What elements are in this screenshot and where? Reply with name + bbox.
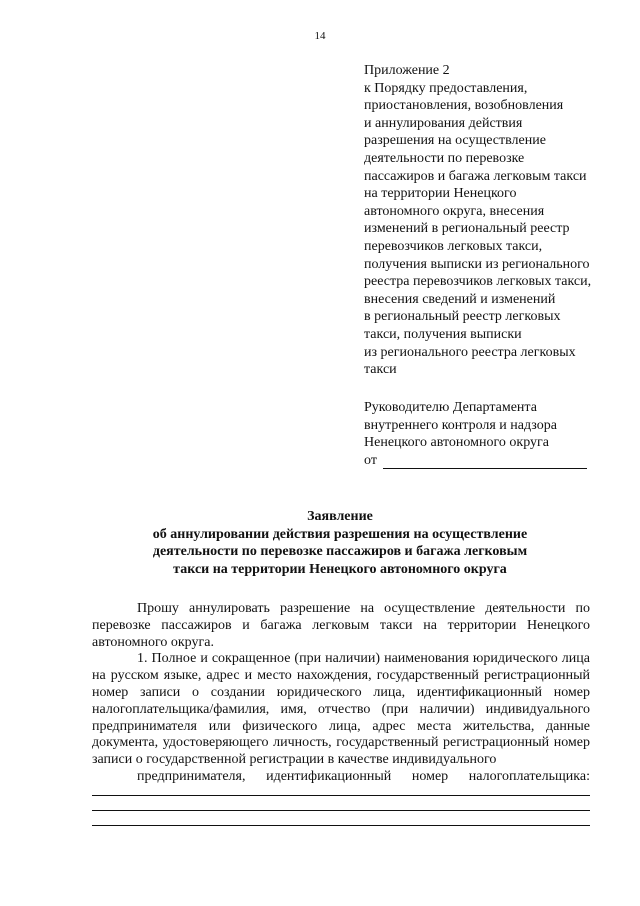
appendix-line: реестра перевозчиков легковых такси, — [364, 274, 592, 290]
addressee-line: Руководителю Департамента — [364, 400, 537, 415]
appendix-line: внесения сведений и изменений — [364, 291, 556, 307]
appendix-header — [364, 62, 614, 379]
addressee-line: внутреннего контроля и надзора — [364, 417, 557, 433]
page-number: 14 — [314, 30, 326, 42]
appendix-line: Приложение 2 — [364, 63, 450, 78]
appendix-line: такси, получения выписки — [364, 326, 522, 342]
title-line: Заявление — [307, 509, 373, 524]
appendix-line: получения выписки из регионального — [364, 256, 590, 272]
appendix-line: разрешения на осуществление — [364, 133, 546, 149]
appendix-line: такси — [364, 362, 397, 378]
addressee-block — [364, 399, 604, 469]
blank-line-field[interactable] — [92, 825, 590, 826]
title-line: такси на территории Ненецкого автономного округа — [173, 561, 507, 577]
document-title — [90, 508, 590, 578]
from-row — [364, 452, 604, 470]
appendix-line: приостановления, возобновления — [364, 98, 564, 114]
appendix-line: пассажиров и багажа легковым такси — [364, 168, 587, 184]
body-paragraph-request: Прошу аннулировать разрешение на осуществление деятельности по перевозке пассажиров и багажа легковым такси на территории Ненецкого автономного округа. — [92, 601, 590, 650]
appendix-line: изменений в региональный реестр — [364, 221, 570, 237]
appendix-line: перевозчиков легковых такси, — [364, 238, 543, 254]
appendix-line: на территории Ненецкого — [364, 186, 517, 202]
blank-line-field[interactable] — [92, 795, 590, 796]
appendix-line: к Порядку предоставления, — [364, 80, 528, 96]
title-line: деятельности по перевозке пассажиров и багажа легковым — [152, 544, 528, 559]
body-paragraph-item-1 — [92, 651, 590, 785]
addressee-line: Ненецкого автономного округа — [364, 435, 549, 450]
appendix-line: автономного округа, внесения — [364, 203, 545, 219]
from-label: от — [364, 452, 377, 468]
appendix-line: и аннулирования действия — [364, 115, 523, 131]
blank-line-field[interactable] — [92, 810, 590, 811]
appendix-line: деятельности по перевозке — [364, 150, 525, 166]
from-blank-field[interactable] — [383, 455, 587, 469]
item-1-last-line: предпринимателя, идентификационный номер налогоплательщика: — [137, 768, 590, 784]
document-body — [92, 601, 590, 826]
title-line: об аннулировании действия разрешения на осуществление — [152, 526, 528, 542]
item-1-text: 1. Полное и сокращенное (при наличии) наименования юридического лица на русском языке, адрес и место нахождения, государственный регистрационный номер записи о создании юридического лица, идентификационный номер налогоплательщика/фамилия, имя, отчество (при наличии) индивидуального предпринимателя или физического лица, адрес места жительства, данные документа, удостоверяющего личность, государственный регистрационный номер записи о государственной регистрации в качестве индивидуального — [92, 651, 590, 768]
appendix-line: в региональный реестр легковых — [364, 309, 561, 325]
appendix-line: из регионального реестра легковых — [364, 344, 576, 360]
